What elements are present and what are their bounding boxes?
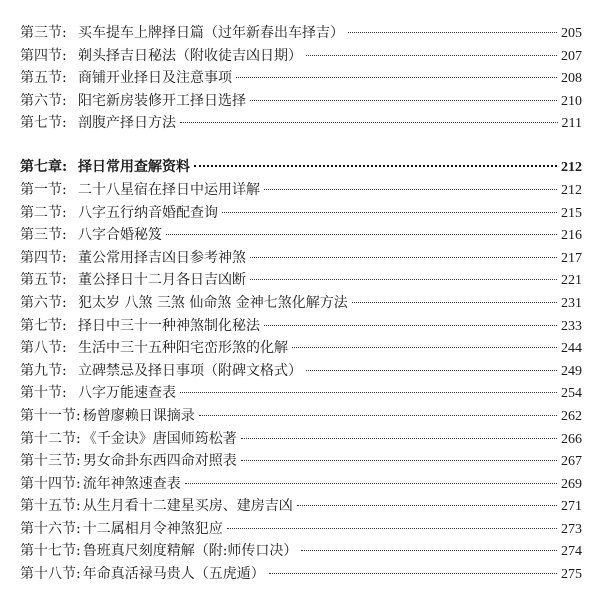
dot-leader bbox=[292, 347, 557, 348]
toc-entry[interactable] bbox=[20, 428, 582, 451]
dot-leader bbox=[352, 302, 557, 303]
toc-chapter-heading[interactable] bbox=[20, 155, 582, 179]
dot-leader bbox=[185, 483, 557, 484]
dot-leader bbox=[250, 100, 557, 101]
toc-entry[interactable] bbox=[20, 45, 582, 68]
dot-leader bbox=[236, 77, 557, 78]
toc-entry-title: 商铺开业择日及注意事项 bbox=[78, 70, 232, 87]
dot-leader bbox=[194, 165, 557, 167]
toc-entry-title: 十二属相月令神煞犯应 bbox=[82, 520, 223, 537]
toc-entry-title: 买车提车上牌择日篇（过年新春出车择吉） bbox=[78, 25, 344, 41]
toc-section-number: 第三节: bbox=[20, 25, 67, 41]
toc-entry-title: 剃头择吉日秘法（附收徒吉凶日期） bbox=[78, 47, 302, 64]
dot-leader bbox=[306, 55, 557, 56]
toc-page-number: 249 bbox=[561, 363, 582, 379]
toc-entry-title: 剖腹产择日方法 bbox=[78, 115, 176, 132]
toc-section-number: 第十六节: bbox=[20, 520, 81, 537]
toc-section-number: 第十五节: bbox=[20, 498, 81, 515]
toc-entry-title: 鲁班真尺刻度精解（附:师传口决） bbox=[82, 543, 298, 560]
toc-section-number: 第十三节: bbox=[20, 453, 81, 470]
toc-entry[interactable] bbox=[20, 540, 582, 563]
dot-leader bbox=[250, 279, 557, 280]
dot-leader bbox=[297, 505, 557, 506]
dot-leader bbox=[250, 257, 557, 258]
toc-entry[interactable] bbox=[20, 269, 582, 292]
dot-leader bbox=[180, 392, 557, 393]
toc-entry[interactable] bbox=[20, 179, 582, 202]
toc-section-number: 第六节: bbox=[20, 294, 67, 311]
toc-entry[interactable] bbox=[20, 202, 582, 225]
table-of-contents bbox=[20, 22, 582, 586]
toc-entry-title: 杨曾廖赖日课摘录 bbox=[82, 407, 195, 424]
toc-page-number: 210 bbox=[561, 93, 582, 109]
toc-page-number: 269 bbox=[561, 476, 582, 492]
toc-entry-title: 流年神煞速查表 bbox=[82, 475, 181, 492]
toc-entry[interactable] bbox=[20, 337, 582, 360]
toc-page-number: 262 bbox=[561, 408, 582, 424]
toc-page-number: 273 bbox=[561, 521, 582, 537]
toc-entry-title: 犯太岁 八煞 三煞 仙命煞 金神七煞化解方法 bbox=[78, 294, 348, 311]
toc-page-number: 216 bbox=[561, 228, 582, 244]
toc-entry-title: 八字合婚秘笈 bbox=[78, 227, 162, 244]
toc-chapter-title: 择日常用查解资料 bbox=[78, 158, 190, 175]
toc-page-number: 233 bbox=[561, 318, 582, 334]
dot-leader bbox=[180, 122, 558, 123]
toc-section-number: 第九节: bbox=[20, 362, 67, 379]
toc-section-number: 第十节: bbox=[20, 385, 67, 402]
toc-entry[interactable] bbox=[20, 90, 582, 113]
toc-entry[interactable] bbox=[20, 382, 582, 405]
dot-leader bbox=[348, 32, 557, 33]
toc-entry-title: 立碑禁忌及择日事项（附碑文格式） bbox=[78, 362, 302, 379]
toc-section-number: 第四节: bbox=[20, 47, 67, 64]
toc-entry[interactable] bbox=[20, 112, 582, 135]
toc-page-number: 266 bbox=[561, 431, 582, 447]
toc-page-number: 212 bbox=[561, 182, 582, 198]
dot-leader bbox=[301, 550, 557, 551]
toc-entry[interactable] bbox=[20, 224, 582, 247]
toc-page-number: 267 bbox=[561, 454, 582, 470]
toc-entry-title: 男女命卦东西四命对照表 bbox=[82, 453, 237, 470]
toc-group-previous-chapter bbox=[20, 22, 582, 135]
toc-entry[interactable] bbox=[20, 292, 582, 315]
toc-entry[interactable] bbox=[20, 405, 582, 428]
toc-section-number: 第七节: bbox=[20, 115, 67, 132]
toc-entry-title: 从生月看十二建星买房、建房吉凶 bbox=[82, 498, 293, 515]
dot-leader bbox=[166, 234, 557, 235]
toc-section-number: 第十一节: bbox=[20, 407, 81, 424]
toc-chapter-number: 第七章: bbox=[20, 158, 68, 175]
toc-entry[interactable] bbox=[20, 495, 582, 518]
toc-page-number: 211 bbox=[561, 116, 582, 132]
toc-entry[interactable] bbox=[20, 247, 582, 270]
toc-page-number: 217 bbox=[561, 250, 582, 266]
toc-section-number: 第五节: bbox=[20, 272, 67, 289]
dot-leader bbox=[227, 528, 557, 529]
toc-entry[interactable] bbox=[20, 450, 582, 473]
dot-leader bbox=[269, 573, 557, 574]
toc-entry-title: 八字五行纳音婚配查询 bbox=[78, 204, 218, 221]
toc-section-number: 第十四节: bbox=[20, 475, 81, 492]
toc-page-number: 254 bbox=[561, 386, 582, 402]
toc-entry[interactable] bbox=[20, 563, 582, 586]
toc-group-chapter-seven bbox=[20, 155, 582, 586]
toc-entry-title: 生活中三十五种阳宅峦形煞的化解 bbox=[78, 340, 288, 357]
dot-leader bbox=[241, 460, 557, 461]
toc-entry-title: 年命真活禄马贵人（五虎遁） bbox=[82, 566, 265, 583]
toc-page-number: 274 bbox=[561, 544, 582, 560]
dot-leader bbox=[222, 212, 557, 213]
toc-entry[interactable] bbox=[20, 22, 582, 45]
toc-entry-title: 阳宅新房装修开工择日选择 bbox=[78, 92, 246, 109]
toc-section-number: 第四节: bbox=[20, 249, 67, 266]
toc-entry-title: 董公择日十二月各日吉凶断 bbox=[78, 272, 246, 289]
toc-page-number: 212 bbox=[561, 159, 582, 175]
toc-page-number: 271 bbox=[561, 499, 582, 515]
dot-leader bbox=[199, 415, 557, 416]
toc-entry[interactable] bbox=[20, 360, 582, 383]
toc-page-number: 208 bbox=[561, 71, 582, 87]
toc-entry-title: 《千金诀》唐国师筠松著 bbox=[82, 430, 237, 447]
toc-section-number: 第八节: bbox=[20, 340, 67, 357]
dot-leader bbox=[264, 189, 557, 190]
toc-page-number: 275 bbox=[561, 567, 582, 583]
toc-section-number: 第二节: bbox=[20, 204, 67, 221]
toc-section-number: 第一节: bbox=[20, 181, 67, 198]
toc-page-number: 231 bbox=[561, 295, 582, 311]
toc-entry[interactable] bbox=[20, 67, 582, 90]
toc-entry-title: 董公常用择吉凶日参考神煞 bbox=[78, 249, 246, 266]
toc-entry[interactable] bbox=[20, 473, 582, 496]
dot-leader bbox=[306, 370, 557, 371]
dot-leader bbox=[264, 325, 557, 326]
toc-section-number: 第十二节: bbox=[20, 430, 81, 447]
toc-entry-title: 二十八星宿在择日中运用详解 bbox=[78, 181, 260, 198]
toc-entry[interactable] bbox=[20, 315, 582, 338]
toc-section-number: 第三节: bbox=[20, 227, 67, 244]
toc-section-number: 第十八节: bbox=[20, 566, 81, 583]
toc-section-number: 第十七节: bbox=[20, 543, 81, 560]
toc-entry[interactable] bbox=[20, 518, 582, 541]
toc-page-number: 205 bbox=[561, 26, 582, 41]
toc-entry-title: 八字万能速查表 bbox=[78, 385, 176, 402]
dot-leader bbox=[241, 438, 557, 439]
toc-entry-title: 择日中三十一种神煞制化秘法 bbox=[78, 317, 260, 334]
toc-section-number: 第六节: bbox=[20, 92, 67, 109]
toc-section-number: 第七节: bbox=[20, 317, 67, 334]
toc-page-number: 221 bbox=[561, 273, 582, 289]
toc-page-number: 215 bbox=[561, 205, 582, 221]
toc-section-number: 第五节: bbox=[20, 70, 67, 87]
toc-page-number: 207 bbox=[561, 48, 582, 64]
toc-page-number: 244 bbox=[561, 341, 582, 357]
